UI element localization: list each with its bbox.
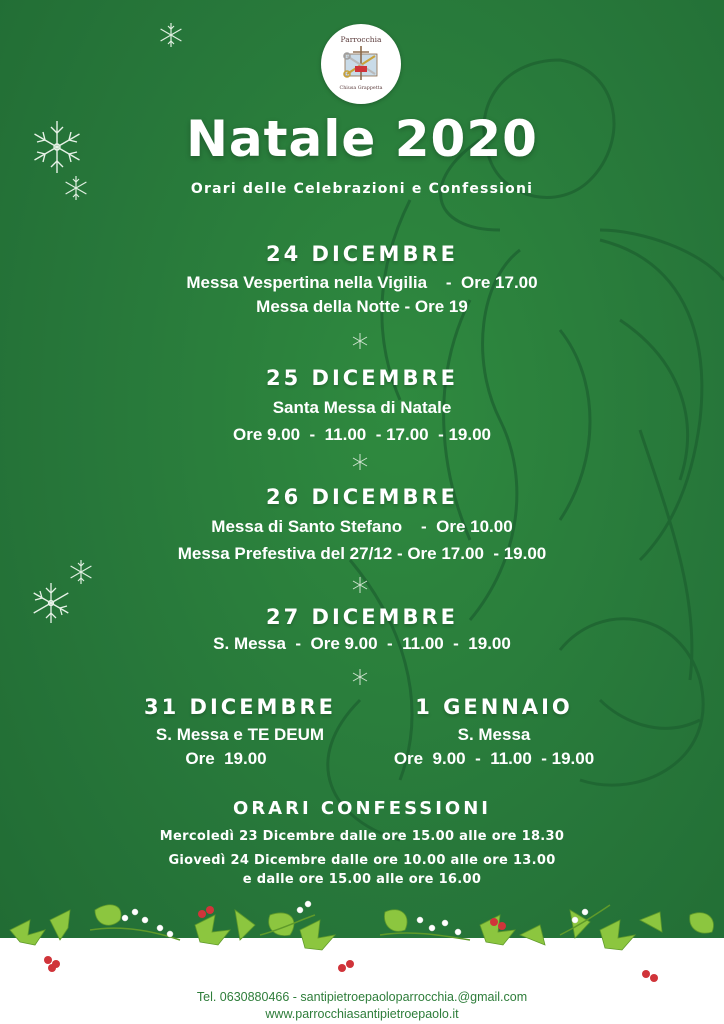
day-heading: 27 DICEMBRE xyxy=(266,605,458,629)
schedule-line: Ore 19.00 xyxy=(185,749,267,768)
day-heading: 1 GENNAIO xyxy=(415,695,573,719)
day-heading: 25 DICEMBRE xyxy=(266,366,458,390)
website-link[interactable]: www.parrocchiasantipietroepaolo.it xyxy=(265,1007,459,1021)
schedule-line: Messa della Notte - Ore 19 xyxy=(256,297,468,316)
page-title: Natale 2020 xyxy=(186,110,538,168)
snowflake-icon xyxy=(351,453,369,471)
schedule-line: Santa Messa di Natale xyxy=(272,398,452,417)
day-heading: 31 DICEMBRE xyxy=(144,695,336,719)
crossed-keys-icon xyxy=(339,44,383,84)
confession-line: Mercoledì 23 Dicembre dalle ore 15.00 alle ore 18.30 xyxy=(159,829,565,844)
parish-logo xyxy=(321,24,401,104)
snowflake-icon xyxy=(157,21,185,49)
confessions-heading: ORARI CONFESSIONI xyxy=(233,798,491,819)
snowflake-icon xyxy=(351,332,369,350)
snowflake-icon xyxy=(351,668,369,686)
snowflake-icon xyxy=(351,576,369,594)
day-heading: 26 DICEMBRE xyxy=(266,485,458,509)
schedule-line: Ore 9.00 - 11.00 - 19.00 xyxy=(393,749,595,768)
schedule-line: S. Messa xyxy=(457,725,531,744)
day-heading: 24 DICEMBRE xyxy=(266,242,458,266)
column-1-gennaio xyxy=(370,695,618,769)
logo-top-text: Parrocchia xyxy=(340,35,382,44)
confession-line: Giovedì 24 Dicembre dalle ore 10.00 alle ore 13.00 xyxy=(168,853,556,868)
schedule-line: Messa Vespertina nella Vigilia - Ore 17.00 xyxy=(186,273,538,292)
column-31-dicembre xyxy=(130,695,350,769)
confession-line: e dalle ore 15.00 alle ore 16.00 xyxy=(242,872,482,887)
holly-garland-icon xyxy=(0,890,724,990)
schedule-line: Messa Prefestiva del 27/12 - Ore 17.00 - 19.00 xyxy=(177,544,547,563)
schedule-line: S. Messa - Ore 9.00 - 11.00 - 19.00 xyxy=(213,634,511,653)
page-subtitle: Orari delle Celebrazioni e Confessioni xyxy=(190,181,534,197)
logo-bottom-text: Chiusa Grappetta xyxy=(339,86,383,91)
contact-line: Tel. 0630880466 - santipietroepaoloparrocchia.@gmail.com xyxy=(196,990,528,1004)
schedule-line: Messa di Santo Stefano - Ore 10.00 xyxy=(211,517,513,536)
schedule-line: Ore 9.00 - 11.00 - 17.00 - 19.00 xyxy=(232,425,491,444)
schedule-line: S. Messa e TE DEUM xyxy=(155,725,325,744)
